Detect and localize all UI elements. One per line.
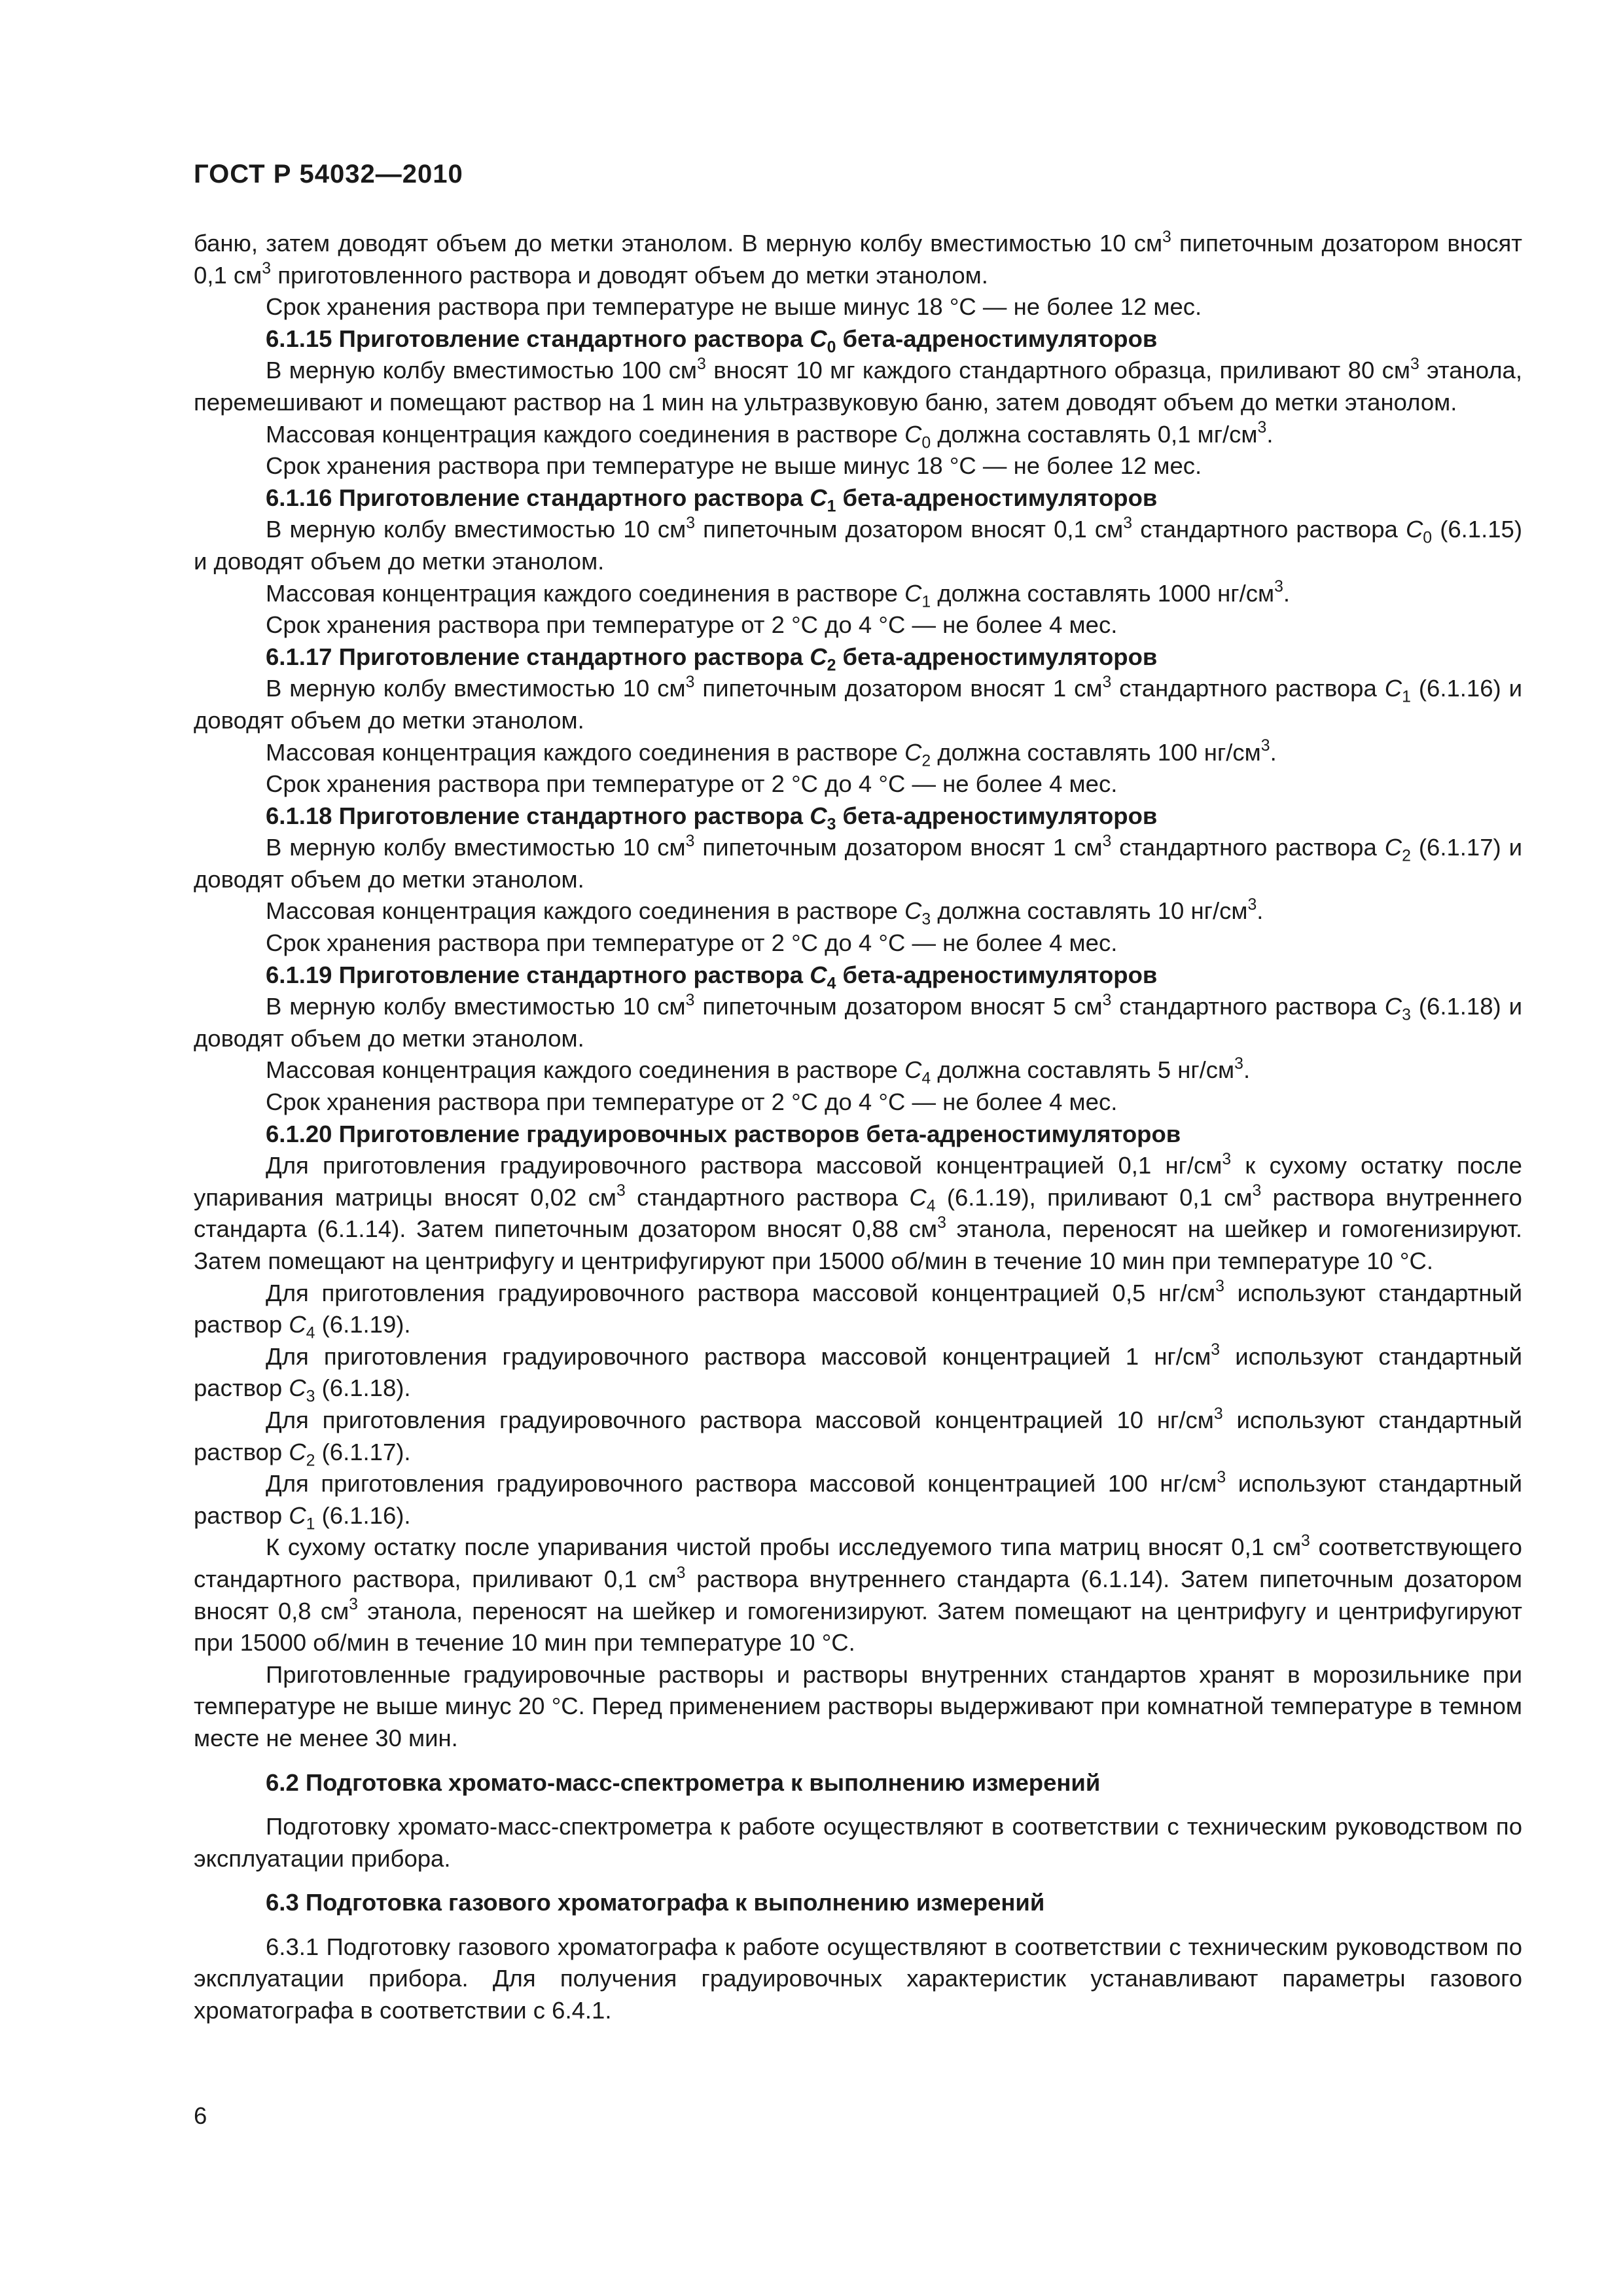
page-number: 6 [194,2102,207,2129]
paragraph: Срок хранения раствора при температуре не выше минус 18 °C — не более 12 мес. [266,293,1202,321]
paragraph: Для приготовления градуировочного раствора массовой концентрацией 10 $нг/см^3$ используют стандартный раствор $C_2$ (6.1.17). [194,1405,1523,1469]
paragraph: К сухому остатку после упаривания чистой пробы исследуемого типа матриц вносят 0,1 $см^3$ соответствующего стандартного раствора, приливают 0,1 $см^3$ раствора внутреннего стандарта (6.1.14). Затем пипеточным дозатором вносят 0,8 $см^3$ этанола, переносят на шейкер и гомогенизируют. Затем помещают на центрифугу и центрифугируют при 15000 об/мин в течение 10 мин при температуре 10 °C. [194,1532,1522,1657]
paragraph: Срок хранения раствора при температуре от 2 °C до 4 °C — не более 4 мес. [266,929,1118,957]
paragraph: Для приготовления градуировочного раствора массовой концентрацией 100 $нг/см^3$ используют стандартный раствор $C_1$ (6.1.16). [194,1468,1522,1534]
paragraph: Массовая концентрация каждого соединения в растворе $C_2$ должна составлять 100 $нг/см^3$. [266,737,1277,770]
document-body [194,228,1522,2027]
section-heading-6-1-17: 6.1.17 Приготовление стандартного раствора $C_2$ бета-адреностимуляторов [266,643,1158,675]
paragraph: Массовая концентрация каждого соединения в растворе $C_4$ должна составлять 5 $нг/см^3$. [266,1055,1251,1088]
section-heading-6-1-15: 6.1.15 Приготовление стандартного раствора $C_0$ бета-адреностимуляторов [266,325,1158,357]
section-heading-6-1-19: 6.1.19 Приготовление стандартного раствора $C_4$ бета-адреностимуляторов [266,961,1158,992]
paragraph: В мерную колбу вместимостью 10 $см^3$ пипеточным дозатором вносят 1 $см^3$ стандартного раствора $C_2$ (6.1.17) и доводят объем до метки этанолом. [194,832,1523,893]
paragraph: В мерную колбу вместимостью 10 $см^3$ пипеточным дозатором вносят 5 $см^3$ стандартного раствора $C_3$ (6.1.18) и доводят объем до метки этанолом. [194,991,1523,1052]
paragraph: Подготовку хромато-масс-спектрометра к работе осуществляют в соответствии с техническим руководством по эксплуатации прибора. [194,1813,1522,1872]
paragraph: В мерную колбу вместимостью 100 $см^3$ вносят 10 мг каждого стандартного образца, приливают 80 $см^3$ этанола, перемешивают и помещают раствор на 1 мин на ультразвуковую баню, затем доводят объем до метки этанолом. [194,355,1522,416]
paragraph: В мерную колбу вместимостью 10 $см^3$ пипеточным дозатором вносят 1 $см^3$ стандартного раствора $C_1$ (6.1.16) и доводят объем до метки этанолом. [194,673,1523,734]
paragraph: Срок хранения раствора при температуре не выше минус 18 °C — не более 12 мес. [266,452,1202,480]
section-heading-6-1-20: 6.1.20 Приготовление градуировочных растворов бета-адреностимуляторов [266,1120,1181,1147]
section-heading-6-1-16: 6.1.16 Приготовление стандартного раствора $C_1$ бета-адреностимуляторов [266,484,1158,516]
paragraph: Массовая концентрация каждого соединения в растворе $C_0$ должна составлять 0,1 $мг/см^3$. [266,419,1274,452]
section-heading-6-3: 6.3 Подготовка газового хроматографа к выполнению измерений [266,1889,1045,1916]
paragraph: баню, затем доводят объем до метки этанолом. В мерную колбу вместимостью 10 $см^3$ пипеточным дозатором вносят 0,1 $см^3$ приготовленного раствора и доводят объем до метки этанолом. [194,228,1522,289]
paragraph: Срок хранения раствора при температуре от 2 °C до 4 °C — не более 4 мес. [266,1088,1118,1116]
paragraph: Массовая концентрация каждого соединения в растворе $C_3$ должна составлять 10 $нг/см^3$. [266,896,1264,929]
paragraph: Срок хранения раствора при температуре от 2 °C до 4 °C — не более 4 мес. [266,770,1118,798]
section-heading-6-2: 6.2 Подготовка хромато-масс-спектрометра к выполнению измерений [266,1768,1101,1796]
paragraph: 6.3.1 Подготовку газового хроматографа к работе осуществляют в соответствии с техническим руководством по эксплуатации прибора. Для получения градуировочных характеристик устанавливают параметры газового хроматографа в соответствии с 6.4.1. [194,1933,1522,2024]
document-header: ГОСТ Р 54032—2010 [194,160,463,188]
paragraph: Для приготовления градуировочного раствора массовой концентрацией 0,1 $нг/см^3$ к сухому остатку после упаривания матрицы вносят 0,02 $см^3$ стандартного раствора $C_4$ (6.1.19), приливают 0,1 $см^3$ раствора внутреннего стандарта (6.1.14). Затем пипеточным дозатором вносят 0,88 $см^3$ этанола, переносят на шейкер и гомогенизируют. Затем помещают на центрифугу и центрифугируют при 15000 об/мин в течение 10 мин при температуре 10 °C. [194,1150,1522,1274]
paragraph: Срок хранения раствора при температуре от 2 °C до 4 °C — не более 4 мес. [266,611,1118,639]
paragraph: Для приготовления градуировочного раствора массовой концентрацией 1 $нг/см^3$ используют стандартный раствор $C_3$ (6.1.18). [194,1341,1522,1406]
section-heading-6-1-18: 6.1.18 Приготовление стандартного раствора $C_3$ бета-адреностимуляторов [266,802,1158,833]
paragraph: Приготовленные градуировочные растворы и растворы внутренних стандартов хранят в морозильнике при температуре не выше минус 20 °C. Перед применением растворы выдерживают при комнатной температуре в темном месте не менее 30 мин. [194,1660,1522,1751]
paragraph: Массовая концентрация каждого соединения в растворе $C_1$ должна составлять 1000 $нг/см^3$. [266,578,1291,611]
paragraph: Для приготовления градуировочного раствора массовой концентрацией 0,5 $нг/см^3$ используют стандартный раствор $C_4$ (6.1.19). [194,1278,1522,1342]
paragraph: В мерную колбу вместимостью 10 $см^3$ пипеточным дозатором вносят 0,1 $см^3$ стандартного раствора $C_0$ (6.1.15) и доводят объем до метки этанолом. [194,514,1522,575]
